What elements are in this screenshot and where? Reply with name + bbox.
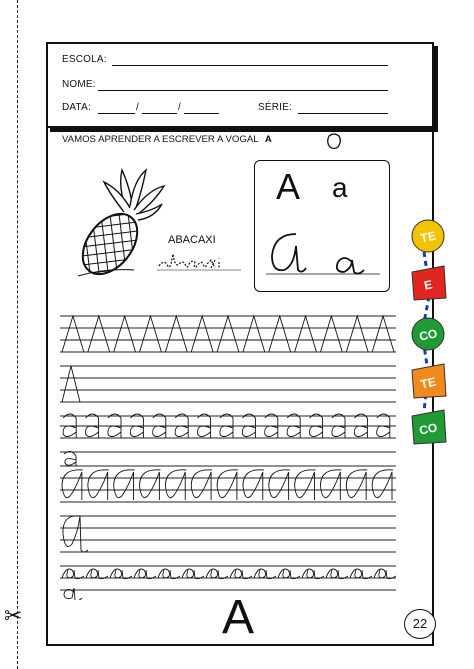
- trace-letter: [372, 316, 394, 352]
- practice-area[interactable]: [60, 310, 396, 600]
- name-field[interactable]: [98, 90, 388, 91]
- sticker-co-icon: [412, 318, 444, 350]
- trace-letter: [206, 569, 228, 579]
- sticker-e-icon: [412, 266, 446, 300]
- trace-letter: [295, 470, 316, 500]
- trace-letter: [295, 316, 317, 352]
- trace-letter: [230, 569, 252, 579]
- trace-letter: [62, 470, 83, 500]
- sticker-label: E: [422, 277, 434, 293]
- trace-letter: [114, 470, 135, 500]
- card-upper-print: A: [276, 166, 301, 207]
- trace-letter: [254, 569, 276, 579]
- word-cursive: [157, 250, 241, 274]
- trace-letter: [62, 316, 84, 352]
- trace-letter: [269, 316, 291, 352]
- sticker-te-icon: [412, 364, 446, 398]
- trace-letter: [350, 569, 372, 579]
- trace-letter: [134, 569, 156, 579]
- trace-letter: [326, 569, 348, 579]
- trace-letter: [86, 569, 108, 579]
- trace-letter: [372, 470, 393, 500]
- trace-letter: [88, 470, 109, 500]
- date-year-field[interactable]: [184, 113, 219, 114]
- sticker-co-icon: [412, 410, 446, 444]
- letter-shape-icon: [326, 132, 342, 150]
- grade-label: SÉRIE:: [258, 102, 292, 113]
- school-field[interactable]: [112, 65, 388, 66]
- trace-letter: [88, 316, 110, 352]
- trace-letter: [110, 569, 132, 579]
- school-label: ESCOLA:: [62, 54, 107, 65]
- date-day-field[interactable]: [98, 113, 135, 114]
- trace-letter: [320, 470, 341, 500]
- sticker-label: CO: [417, 420, 439, 438]
- trace-letter: [269, 470, 290, 500]
- trace-letter: [191, 316, 213, 352]
- word-print: ABACAXI: [168, 234, 216, 246]
- trace-letter: [217, 470, 238, 500]
- trace-letter: [114, 316, 136, 352]
- card-cursive-letters: [266, 226, 380, 282]
- card-lower-print: a: [332, 172, 348, 203]
- trace-letter: [302, 569, 324, 579]
- trace-letter: [140, 316, 162, 352]
- pineapple-icon: [74, 164, 166, 284]
- trace-letter: [140, 470, 161, 500]
- instruction-text: VAMOS APRENDER A ESCREVER A VOGAL: [62, 134, 259, 145]
- sticker-te-icon: [412, 220, 444, 252]
- trace-letter: [243, 316, 265, 352]
- sticker-label: TE: [419, 374, 438, 392]
- trace-letter: [158, 569, 180, 579]
- trace-letter: [182, 569, 204, 579]
- date-label: DATA:: [62, 102, 91, 113]
- sticker-label: TE: [419, 228, 438, 246]
- trace-letter: [62, 569, 84, 579]
- side-stickers: [404, 212, 454, 452]
- trace-letter: [320, 316, 342, 352]
- page-number: 22: [404, 609, 436, 639]
- sticker-label: CO: [417, 326, 439, 344]
- grade-field[interactable]: [298, 113, 388, 114]
- trace-letter: [243, 470, 264, 500]
- trace-letter: [62, 366, 80, 402]
- trace-letter: [165, 316, 187, 352]
- footer-big-letter: A: [219, 594, 257, 642]
- cut-line: [17, 0, 18, 669]
- date-separator: /: [136, 102, 139, 113]
- trace-letter: [374, 569, 396, 579]
- instruction-vowel: A: [264, 134, 272, 145]
- scissors-icon: ✂: [4, 604, 23, 629]
- trace-letter: [64, 451, 76, 466]
- date-month-field[interactable]: [142, 113, 177, 114]
- trace-letter: [165, 470, 186, 500]
- name-label: NOME:: [62, 79, 96, 90]
- date-separator: /: [178, 102, 181, 113]
- instruction: [62, 134, 272, 145]
- trace-letter: [217, 316, 239, 352]
- row-upper-print: [62, 316, 394, 402]
- trace-letter: [63, 516, 88, 552]
- trace-letter: [346, 470, 367, 500]
- trace-letter: [346, 316, 368, 352]
- row-lower-print: [63, 414, 390, 466]
- trace-letter: [278, 569, 300, 579]
- trace-letter: [191, 470, 212, 500]
